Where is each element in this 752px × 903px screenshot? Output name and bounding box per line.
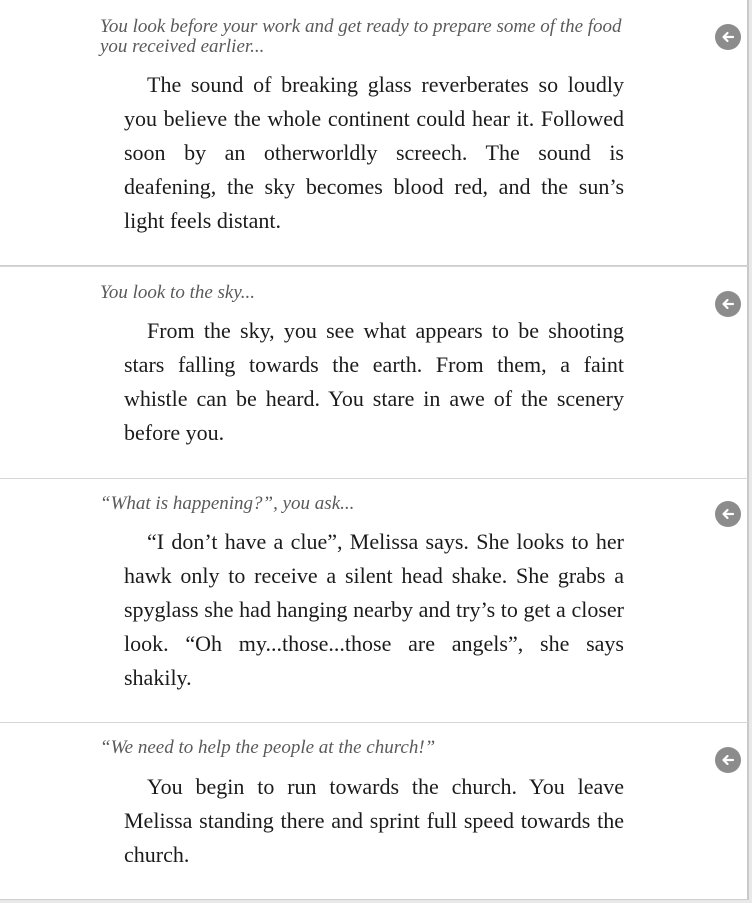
arrow-left-icon <box>720 506 736 522</box>
passage-card-2 <box>0 266 749 480</box>
choice-text: You look before your work and get ready to prepare some of the food you received earlier... <box>100 16 622 57</box>
arrow-left-icon <box>720 296 736 312</box>
choice-text: You look to the sky... <box>100 282 255 303</box>
passage-text: You begin to run towards the church. You leave Melissa standing there and sprint full speed towards the church. <box>124 774 624 867</box>
back-button[interactable] <box>715 291 741 317</box>
back-button[interactable] <box>715 501 741 527</box>
passage-card-4 <box>0 722 749 900</box>
passage-text: From the sky, you see what appears to be shooting stars falling towards the earth. From them, a faint whistle can be heard. You stare in awe of the scenery before you. <box>124 318 624 445</box>
choice-text: “What is happening?”, you ask... <box>100 493 355 514</box>
back-button[interactable] <box>715 747 741 773</box>
passage-text: The sound of breaking glass reverberates so loudly you believe the whole continent could hear it. Followed soon by an otherworldly screech. The sound is deafening, the sky becomes blood red, and the sun’s light feels distant. <box>124 72 624 233</box>
passage-card-3 <box>0 478 749 724</box>
back-button[interactable] <box>715 24 741 50</box>
arrow-left-icon <box>720 29 736 45</box>
passage-text: “I don’t have a clue”, Melissa says. She looks to her hawk only to receive a silent head shake. She grabs a spyglass she had hanging nearby and try’s to get a closer look. “Oh my...those...those are angels”, she says shakily. <box>124 529 624 690</box>
choice-text: “We need to help the people at the church!” <box>100 737 436 758</box>
arrow-left-icon <box>720 752 736 768</box>
passage-card-1 <box>0 0 749 266</box>
